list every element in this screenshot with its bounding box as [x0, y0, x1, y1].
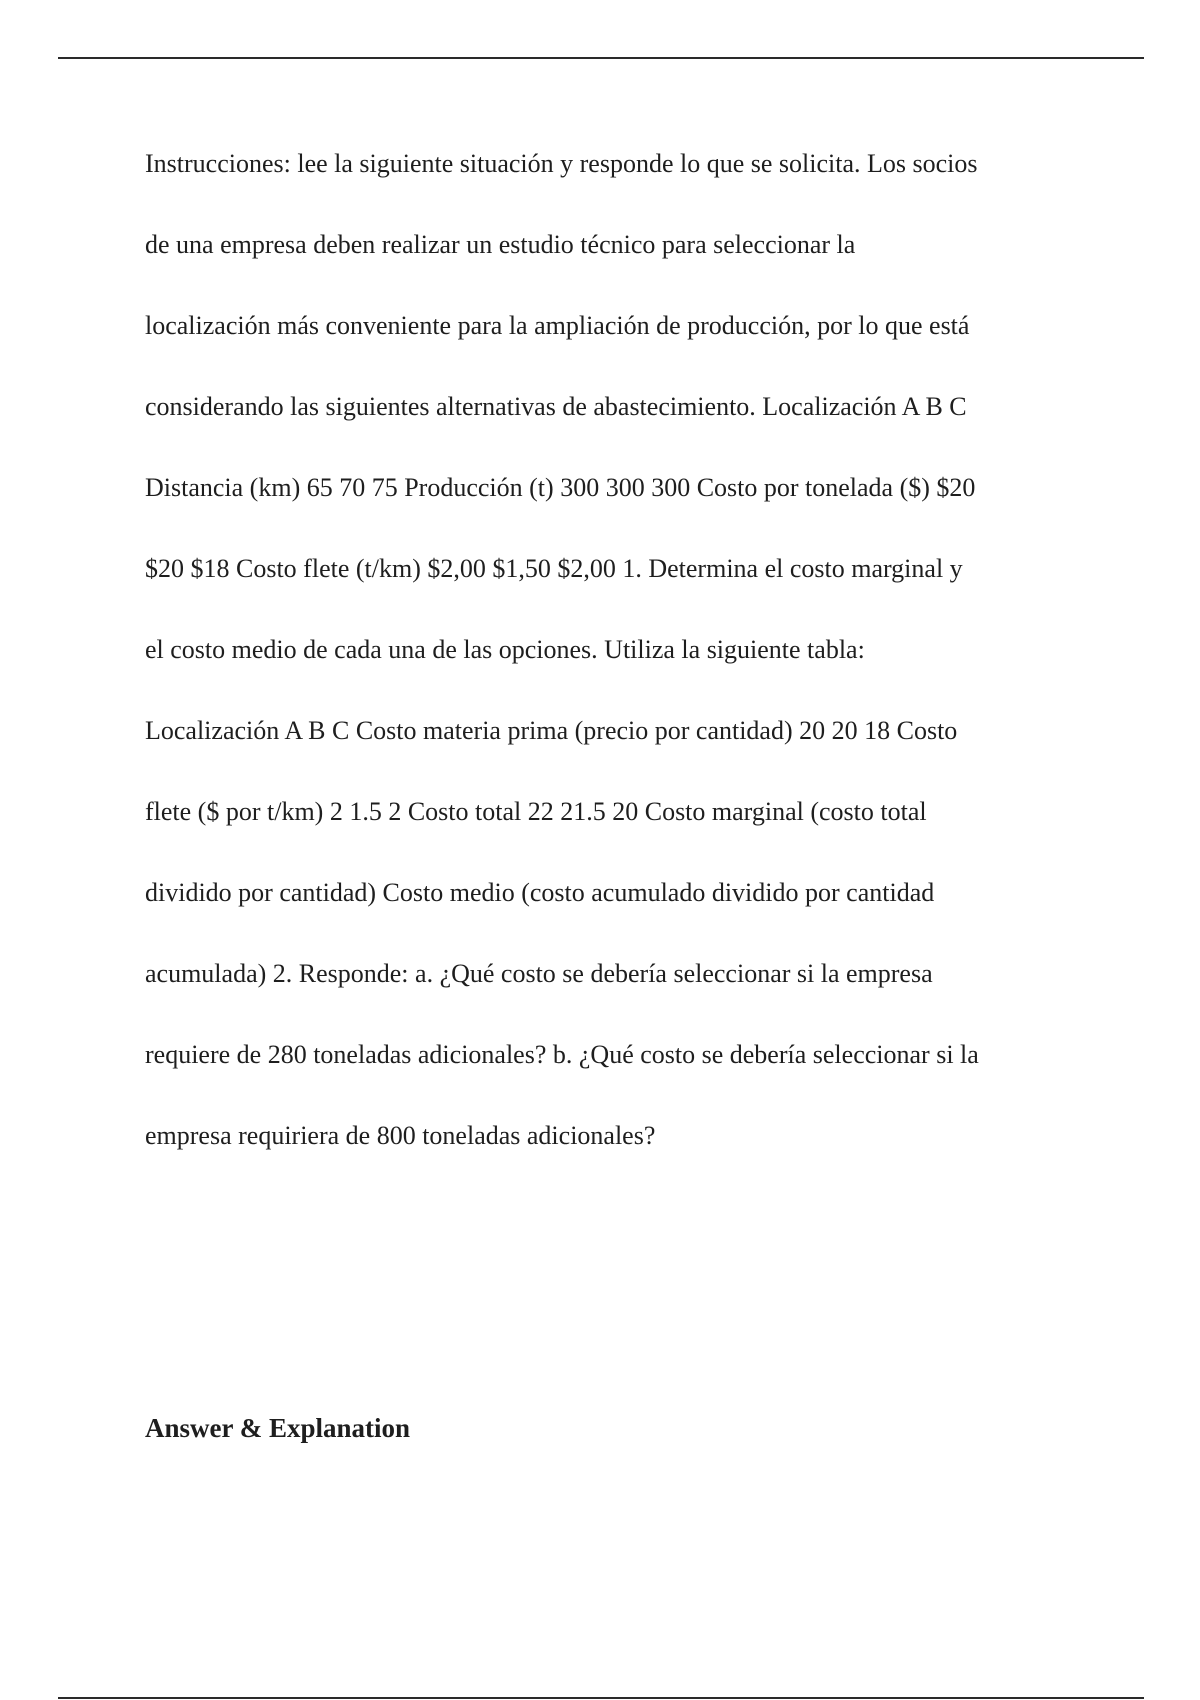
question-line: empresa requiriera de 800 toneladas adicionales? [145, 1121, 656, 1150]
question-line: el costo medio de cada una de las opciones. Utiliza la siguiente tabla: [145, 635, 865, 664]
question-line: considerando las siguientes alternativas de abastecimiento. Localización A B C [145, 392, 967, 421]
question-line: Distancia (km) 65 70 75 Producción (t) 300 300 300 Costo por tonelada ($) $20 [145, 473, 976, 502]
question-line: localización más conveniente para la ampliación de producción, por lo que está [145, 311, 970, 340]
question-line: Localización A B C Costo materia prima (precio por cantidad) 20 20 18 Costo [145, 716, 958, 745]
question-line: dividido por cantidad) Costo medio (costo acumulado dividido por cantidad [145, 878, 935, 907]
question-line: de una empresa deben realizar un estudio técnico para seleccionar la [145, 230, 856, 259]
question-line: requiere de 280 toneladas adicionales? b. ¿Qué costo se debería seleccionar si la [145, 1040, 979, 1069]
bottom-rule [58, 1697, 1144, 1699]
answer-heading: Answer & Explanation [145, 1413, 411, 1443]
question-text [145, 140, 1075, 1193]
question-line: acumulada) 2. Responde: a. ¿Qué costo se debería seleccionar si la empresa [145, 959, 933, 988]
question-line: $20 $18 Costo flete (t/km) $2,00 $1,50 $2,00 1. Determina el costo marginal y [145, 554, 963, 583]
question-line: flete ($ por t/km) 2 1.5 2 Costo total 22 21.5 20 Costo marginal (costo total [145, 797, 927, 826]
question-line: Instrucciones: lee la siguiente situación y responde lo que se solicita. Los socios [145, 149, 978, 178]
top-rule [58, 57, 1144, 59]
